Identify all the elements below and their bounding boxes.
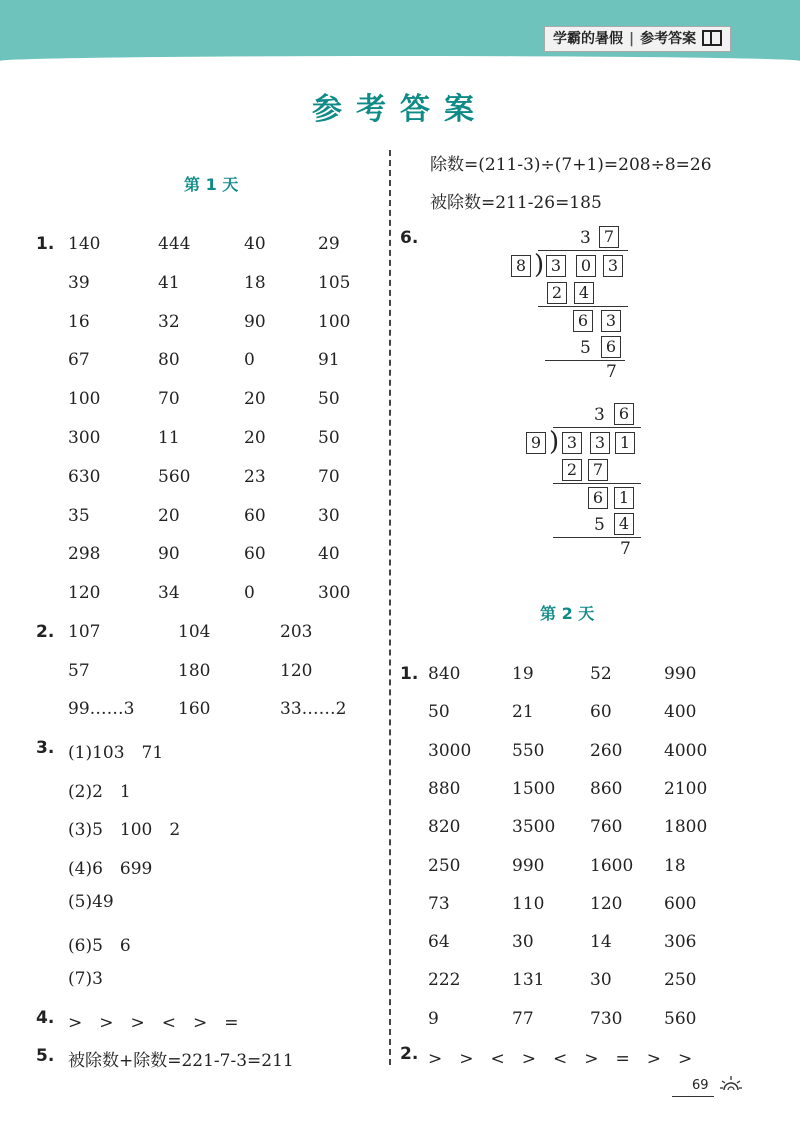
div2-product2-b-box: 4 (614, 513, 634, 535)
day1-q1-cell: 100 (68, 389, 101, 410)
div2-product2-a: 5 (594, 515, 605, 535)
day2-q1-cell: 990 (664, 664, 697, 684)
day2-q1-cell: 30 (512, 932, 534, 953)
div2-divisor-box: 9 (526, 432, 546, 454)
day2-q1-cell: 400 (664, 702, 697, 723)
day1-q3-line: (6)5 6 (68, 935, 131, 956)
day1-q2-cell: 57 (68, 660, 90, 681)
day1-q2-cell: 99……3 (68, 699, 135, 719)
day1-q1-cell: 0 (244, 583, 255, 604)
day1-q2-cell: 120 (280, 660, 313, 681)
day1-q1-cell: 40 (244, 234, 266, 254)
q4-answer: > > > < > = (68, 1013, 239, 1033)
day1-q1-cell: 90 (158, 544, 180, 565)
day2-q1-cell: 1800 (664, 817, 708, 838)
page-title: 参考答案 (312, 92, 488, 127)
div2-bracket: ) (549, 427, 560, 457)
day2-q1-cell: 880 (428, 778, 461, 799)
sun-icon (718, 1072, 744, 1098)
day2-q1-cell: 820 (428, 817, 461, 838)
day2-q1-cell: 3000 (428, 740, 472, 761)
day1-q1-cell: 300 (68, 428, 101, 448)
day2-q1-cell: 120 (590, 893, 623, 914)
day1-q3-line: (2)2 1 (68, 781, 131, 802)
div1-product2-b-box: 6 (601, 336, 621, 358)
div2-final-remainder: 7 (620, 539, 631, 559)
day2-q1-cell: 860 (590, 778, 623, 799)
day1-q1-cell: 60 (244, 505, 266, 526)
div2-remainder1-b: 1 (614, 487, 634, 509)
div1-rule-2 (538, 306, 628, 307)
day1-q1-cell: 20 (244, 428, 266, 448)
div2-rule-2 (553, 483, 641, 484)
day1-q1-cell: 50 (318, 389, 340, 410)
day1-q1-cell: 40 (318, 544, 340, 565)
day1-q1-cell: 67 (68, 350, 90, 371)
day1-q2-cell: 160 (178, 699, 211, 719)
day1-q1-cell: 20 (244, 389, 266, 410)
day1-q3-line: (3)5 100 2 (68, 820, 181, 840)
div1-product1-b: 4 (574, 282, 594, 304)
day1-q1-cell: 41 (158, 272, 180, 293)
q5-label: 5. (36, 1046, 55, 1066)
day1-q1-cell: 70 (158, 389, 180, 410)
day1-q1-cell: 100 (318, 311, 351, 332)
day1-q2-cell: 180 (178, 660, 211, 681)
day2-q1-cell: 222 (428, 970, 461, 991)
day2-q1-cell: 131 (512, 970, 545, 991)
day1-q2-cell: 33……2 (280, 699, 347, 719)
q5-answer: 被除数+除数=221-7-3=211 (68, 1051, 294, 1071)
header-separator: | (629, 31, 635, 47)
q5-dividend-line: 被除数=211-26=185 (430, 193, 602, 213)
day2-q1-cell: 77 (512, 1008, 534, 1029)
div2-remainder1-a: 6 (588, 487, 608, 509)
q4-label: 4. (36, 1008, 55, 1028)
day2-q2-label: 2. (400, 1044, 419, 1064)
q2-label: 2. (36, 622, 55, 642)
div1-final-remainder: 7 (606, 362, 617, 382)
div2-dividend-3: 1 (615, 432, 635, 454)
day2-q1-cell: 550 (512, 740, 545, 761)
day2-q1-cell: 990 (512, 855, 545, 876)
div1-product1-a: 2 (547, 282, 567, 304)
day2-q1-cell: 52 (590, 664, 612, 684)
day1-q2-cell: 104 (178, 622, 211, 642)
day2-q1-cell: 50 (428, 702, 450, 723)
day1-q1-cell: 560 (158, 466, 191, 487)
day1-q1-cell: 23 (244, 466, 266, 487)
day1-q1-cell: 80 (158, 350, 180, 371)
day1-q1-cell: 32 (158, 311, 180, 332)
day1-q1-cell: 298 (68, 544, 101, 565)
day1-q1-cell: 70 (318, 466, 340, 487)
day1-q3-line: (5)49 (68, 892, 114, 912)
div1-remainder1-b: 3 (601, 310, 621, 332)
day1-q1-cell: 300 (318, 583, 351, 604)
header-section-title: 参考答案 (640, 31, 697, 47)
day1-q1-cell: 29 (318, 234, 340, 254)
q1-label: 1. (36, 234, 55, 254)
div2-dividend-2: 3 (590, 432, 610, 454)
day2-q1-cell: 3500 (512, 817, 556, 838)
day1-q1-cell: 30 (318, 505, 340, 526)
column-divider (389, 150, 391, 1065)
day1-q2-cell: 107 (68, 622, 101, 642)
div1-quotient-tens: 3 (580, 228, 591, 248)
day2-q1-cell: 250 (664, 970, 697, 991)
div2-quotient-ones-box: 6 (614, 403, 634, 425)
page-number: 69 (692, 1078, 709, 1093)
div1-top-rule (538, 250, 628, 251)
div2-top-rule (553, 427, 641, 428)
day1-q1-cell: 34 (158, 583, 180, 604)
day2-q1-cell: 760 (590, 817, 623, 838)
day1-q1-cell: 444 (158, 234, 191, 254)
div1-bracket: ) (534, 250, 545, 280)
day2-q1-cell: 1600 (590, 855, 634, 876)
div1-dividend-3: 3 (603, 255, 623, 277)
div2-product1-a: 2 (562, 459, 582, 481)
q3-label: 3. (36, 738, 55, 758)
day1-q1-cell: 35 (68, 505, 90, 526)
day1-q1-cell: 50 (318, 428, 340, 448)
day2-q1-cell: 306 (664, 932, 697, 953)
div2-dividend-1: 3 (562, 432, 582, 454)
day2-q1-cell: 560 (664, 1008, 697, 1029)
day2-q1-cell: 250 (428, 855, 461, 876)
day1-q1-cell: 11 (158, 428, 180, 448)
day2-q1-cell: 2100 (664, 778, 708, 799)
day2-q1-cell: 730 (590, 1008, 623, 1029)
day2-q1-cell: 60 (590, 702, 612, 723)
day2-q1-cell: 4000 (664, 740, 708, 761)
day1-q1-cell: 39 (68, 272, 90, 293)
div2-rule-3 (553, 537, 641, 538)
day2-q1-cell: 110 (512, 893, 545, 914)
day1-q1-cell: 20 (158, 505, 180, 526)
day2-q1-cell: 14 (590, 932, 612, 953)
day1-q1-cell: 630 (68, 466, 101, 487)
day2-q1-cell: 30 (590, 970, 612, 991)
day1-q1-cell: 90 (244, 311, 266, 332)
div2-product1-b: 7 (588, 459, 608, 481)
div1-quotient-ones-box: 7 (599, 226, 619, 248)
day1-q1-cell: 105 (318, 272, 351, 293)
day2-q1-cell: 19 (512, 664, 534, 684)
day1-q3-line: (1)103 71 (68, 743, 164, 763)
q6-label: 6. (400, 228, 419, 248)
div1-divisor-box: 8 (511, 255, 531, 277)
div1-dividend-2: 0 (576, 255, 596, 277)
div1-product2-a: 5 (580, 338, 591, 358)
day1-q3-line: (7)3 (68, 969, 103, 989)
div2-quotient-tens: 3 (594, 405, 605, 425)
day2-q1-cell: 600 (664, 893, 697, 914)
day2-q1-cell: 1500 (512, 778, 556, 799)
day2-title: 第 2 天 (540, 604, 595, 623)
day1-q3-line: (4)6 699 (68, 858, 153, 879)
day2-q1-label: 1. (400, 664, 419, 684)
day1-q1-cell: 140 (68, 234, 101, 254)
div1-remainder1-a: 6 (573, 310, 593, 332)
div1-rule-3 (545, 360, 625, 361)
day2-q2-answer: > > < > < > = > > (428, 1049, 693, 1069)
day1-q1-cell: 0 (244, 350, 255, 371)
day1-q1-cell: 91 (318, 350, 340, 371)
page-number-underline (672, 1096, 714, 1097)
day2-q1-cell: 64 (428, 932, 450, 953)
day2-q1-cell: 21 (512, 702, 534, 723)
day1-title: 第 1 天 (184, 175, 239, 194)
day1-q1-cell: 120 (68, 583, 101, 604)
q5-divisor-line: 除数=(211-3)÷(7+1)=208÷8=26 (430, 155, 712, 175)
day2-q1-cell: 18 (664, 855, 686, 876)
day2-q1-cell: 840 (428, 664, 461, 684)
day1-q1-cell: 18 (244, 272, 266, 293)
header-book-title: 学霸的暑假 (553, 31, 623, 47)
div1-dividend-1: 3 (546, 255, 566, 277)
header-label (544, 26, 731, 52)
book-icon (702, 30, 722, 46)
day1-q1-cell: 16 (68, 311, 90, 332)
day1-q1-cell: 60 (244, 544, 266, 565)
day2-q1-cell: 9 (428, 1008, 439, 1029)
day2-q1-cell: 73 (428, 893, 450, 914)
day1-q2-cell: 203 (280, 622, 313, 642)
day2-q1-cell: 260 (590, 740, 623, 761)
